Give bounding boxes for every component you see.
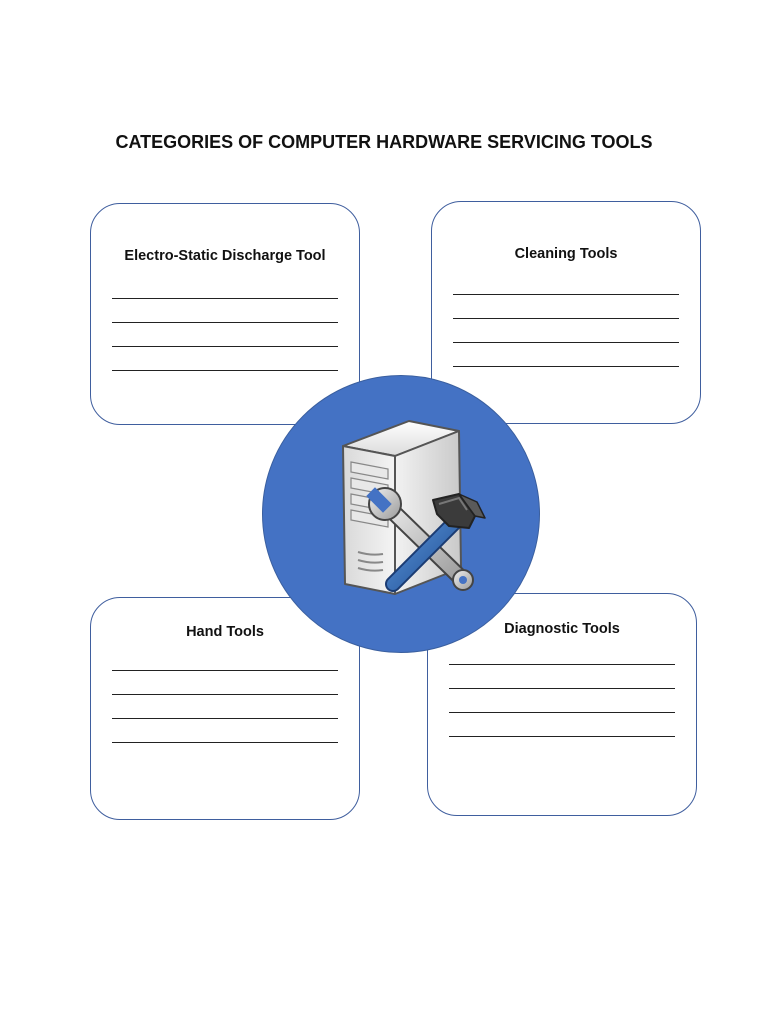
category-label: Diagnostic Tools: [504, 621, 620, 637]
blank-line[interactable]: [112, 322, 338, 323]
blank-line[interactable]: [449, 736, 675, 737]
computer-repair-icon: [263, 376, 541, 654]
blank-line[interactable]: [453, 294, 679, 295]
blank-line[interactable]: [453, 342, 679, 343]
center-circle: [262, 375, 540, 653]
blank-line[interactable]: [453, 318, 679, 319]
blank-line[interactable]: [112, 718, 338, 719]
blank-lines: [112, 670, 338, 766]
blank-line[interactable]: [112, 670, 338, 671]
category-label: Hand Tools: [186, 624, 264, 640]
blank-line[interactable]: [453, 366, 679, 367]
blank-line[interactable]: [112, 298, 338, 299]
blank-line[interactable]: [112, 370, 338, 371]
category-label: Electro-Static Discharge Tool: [124, 248, 326, 264]
blank-line[interactable]: [449, 688, 675, 689]
blank-line[interactable]: [449, 712, 675, 713]
blank-line[interactable]: [112, 694, 338, 695]
blank-line[interactable]: [112, 346, 338, 347]
blank-line[interactable]: [112, 742, 338, 743]
page-title: CATEGORIES OF COMPUTER HARDWARE SERVICING TOOLS: [115, 132, 653, 152]
blank-line[interactable]: [449, 664, 675, 665]
blank-lines: [449, 664, 675, 760]
category-label: Cleaning Tools: [514, 246, 618, 262]
